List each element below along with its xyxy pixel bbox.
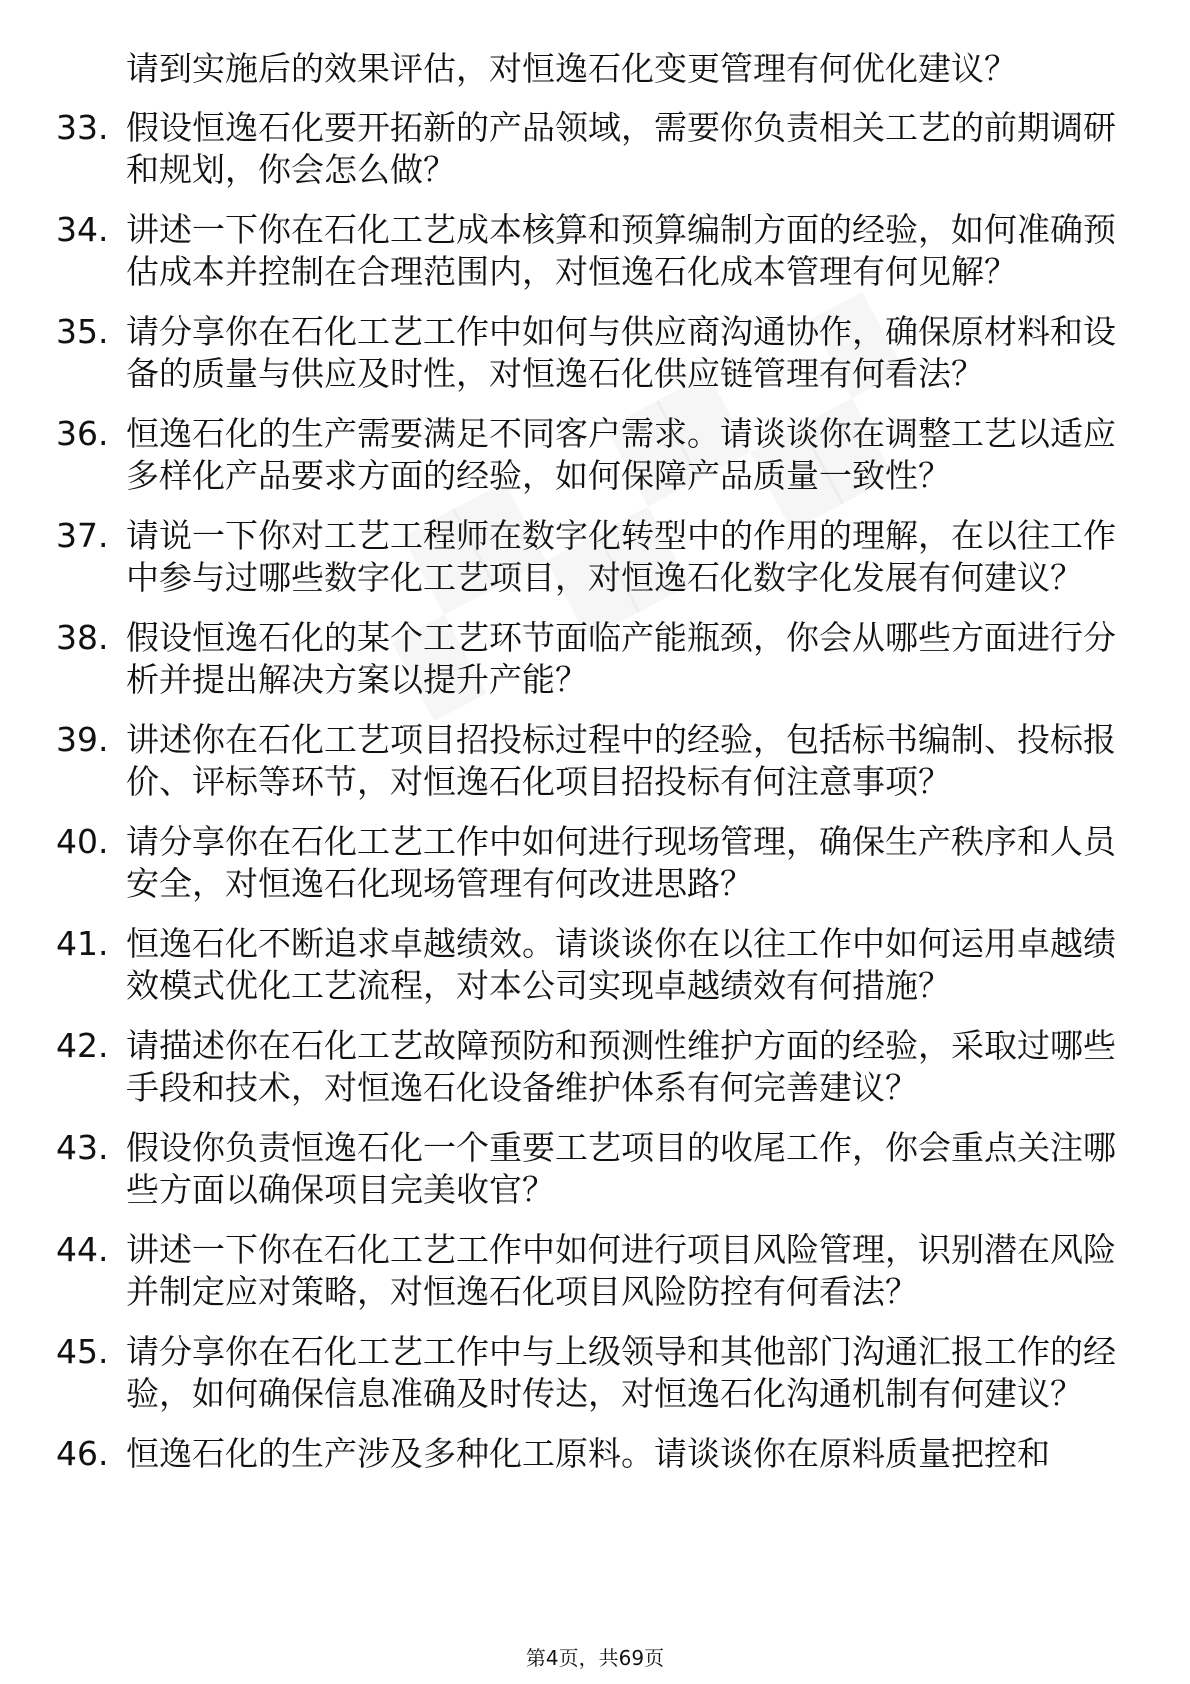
question-text: 请描述你在石化工艺故障预防和预测性维护方面的经验，采取过哪些手段和技术，对恒逸石化设备维护体系有何完善建议？ xyxy=(126,1026,1116,1107)
question-item xyxy=(56,1331,1136,1415)
question-text: 假设恒逸石化要开拓新的产品领域，需要你负责相关工艺的前期调研和规划，你会怎么做？ xyxy=(126,108,1116,189)
question-number: 44. xyxy=(56,1230,109,1269)
question-item xyxy=(56,821,1136,905)
question-number: 43. xyxy=(56,1128,109,1167)
question-text: 讲述一下你在石化工艺成本核算和预算编制方面的经验，如何准确预估成本并控制在合理范围内，对恒逸石化成本管理有何见解？ xyxy=(126,210,1116,291)
continuation-text: 请到实施后的效果评估，对恒逸石化变更管理有何优化建议？ xyxy=(126,49,1017,88)
question-number: 35. xyxy=(56,312,109,351)
question-item xyxy=(56,413,1136,497)
question-number: 45. xyxy=(56,1332,109,1371)
question-number: 42. xyxy=(56,1026,109,1065)
question-text: 请分享你在石化工艺工作中如何进行现场管理，确保生产秩序和人员安全，对恒逸石化现场管理有何改进思路？ xyxy=(126,822,1116,903)
question-text: 恒逸石化的生产需要满足不同客户需求。请谈谈你在调整工艺以适应多样化产品要求方面的经验，如何保障产品质量一致性？ xyxy=(126,414,1116,495)
page-footer: 第4页，共69页 xyxy=(525,1646,665,1670)
question-list xyxy=(56,107,1136,1493)
question-item xyxy=(56,617,1136,701)
question-text: 请说一下你对工艺工程师在数字化转型中的作用的理解，在以往工作中参与过哪些数字化工艺项目，对恒逸石化数字化发展有何建议？ xyxy=(126,516,1116,597)
question-number: 38. xyxy=(56,618,109,657)
question-number: 34. xyxy=(56,210,109,249)
question-item xyxy=(56,311,1136,395)
question-item xyxy=(56,923,1136,1007)
question-number: 33. xyxy=(56,108,109,147)
question-item xyxy=(56,719,1136,803)
question-number: 46. xyxy=(56,1434,109,1473)
question-item xyxy=(56,1229,1136,1313)
question-number: 39. xyxy=(56,720,109,759)
question-text: 恒逸石化的生产涉及多种化工原料。请谈谈你在原料质量把控和 xyxy=(126,1434,1050,1473)
question-text: 讲述你在石化工艺项目招投标过程中的经验，包括标书编制、投标报价、评标等环节，对恒逸石化项目招投标有何注意事项？ xyxy=(126,720,1116,801)
question-item xyxy=(56,107,1136,191)
question-number: 41. xyxy=(56,924,109,963)
question-text: 请分享你在石化工艺工作中与上级领导和其他部门沟通汇报工作的经验，如何确保信息准确及时传达，对恒逸石化沟通机制有何建议？ xyxy=(126,1332,1116,1413)
question-text: 请分享你在石化工艺工作中如何与供应商沟通协作，确保原材料和设备的质量与供应及时性，对恒逸石化供应链管理有何看法？ xyxy=(126,312,1116,393)
question-item xyxy=(56,1025,1136,1109)
question-text: 讲述一下你在石化工艺工作中如何进行项目风险管理，识别潜在风险并制定应对策略，对恒逸石化项目风险防控有何看法？ xyxy=(126,1230,1116,1311)
question-item xyxy=(56,209,1136,293)
question-text: 假设你负责恒逸石化一个重要工艺项目的收尾工作，你会重点关注哪些方面以确保项目完美收官？ xyxy=(126,1128,1116,1209)
question-item xyxy=(56,1127,1136,1211)
question-number: 40. xyxy=(56,822,109,861)
question-item xyxy=(56,1433,1136,1475)
question-number: 37. xyxy=(56,516,109,555)
question-text: 假设恒逸石化的某个工艺环节面临产能瓶颈，你会从哪些方面进行分析并提出解决方案以提升产能？ xyxy=(126,618,1116,699)
question-number: 36. xyxy=(56,414,109,453)
question-text: 恒逸石化不断追求卓越绩效。请谈谈你在以往工作中如何运用卓越绩效模式优化工艺流程，对本公司实现卓越绩效有何措施？ xyxy=(126,924,1116,1005)
question-item xyxy=(56,515,1136,599)
